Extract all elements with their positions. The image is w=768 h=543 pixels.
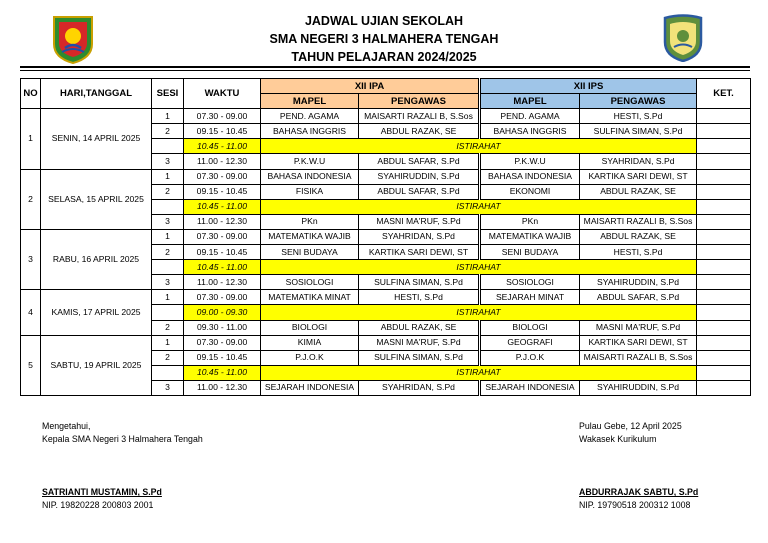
break-label: ISTIRAHAT bbox=[261, 305, 697, 320]
ips-subject: P.K.W.U bbox=[480, 154, 580, 169]
time-cell: 07.30 - 09.00 bbox=[184, 290, 261, 305]
ket-cell bbox=[697, 350, 751, 365]
col-header-sesi: SESI bbox=[152, 79, 184, 109]
signature-principal bbox=[42, 420, 203, 446]
break-time: 10.45 - 11.00 bbox=[184, 260, 261, 275]
time-cell: 11.00 - 12.30 bbox=[184, 154, 261, 169]
signature-left-name: SATRIANTI MUSTAMIN, S.Pd bbox=[42, 487, 162, 497]
col-header-ipa-mapel: MAPEL bbox=[261, 94, 359, 109]
ipa-subject: SEJARAH INDONESIA bbox=[261, 380, 359, 395]
sesi-cell: 2 bbox=[152, 124, 184, 139]
ket-cell bbox=[697, 365, 751, 380]
time-cell: 09.30 - 11.00 bbox=[184, 320, 261, 335]
ips-subject: MATEMATIKA WAJIB bbox=[480, 229, 580, 244]
sesi-cell: 3 bbox=[152, 380, 184, 395]
ket-cell bbox=[697, 229, 751, 244]
sesi-cell: 3 bbox=[152, 154, 184, 169]
ips-subject: SEJARAH INDONESIA bbox=[480, 380, 580, 395]
day-number: 5 bbox=[21, 335, 41, 395]
header-year: TAHUN PELAJARAN 2024/2025 bbox=[291, 50, 477, 64]
ipa-proctor: SULFINA SIMAN, S.Pd bbox=[359, 275, 480, 290]
ips-proctor: KARTIKA SARI DEWI, ST bbox=[580, 169, 697, 184]
ipa-subject: MATEMATIKA MINAT bbox=[261, 290, 359, 305]
ips-subject: BIOLOGI bbox=[480, 320, 580, 335]
ipa-proctor: SYAHRIDAN, S.Pd bbox=[359, 380, 480, 395]
ket-cell bbox=[697, 260, 751, 275]
header-title: JADWAL UJIAN SEKOLAH bbox=[304, 14, 464, 28]
time-cell: 07.30 - 09.00 bbox=[184, 169, 261, 184]
ket-cell bbox=[697, 169, 751, 184]
ipa-proctor: MASNI MA'RUF, S.Pd bbox=[359, 214, 480, 229]
ket-cell bbox=[697, 184, 751, 199]
col-header-ket: KET. bbox=[697, 79, 751, 109]
break-time: 10.45 - 11.00 bbox=[184, 139, 261, 154]
header-divider-thick bbox=[20, 66, 750, 68]
ipa-subject: PKn bbox=[261, 214, 359, 229]
sesi-cell: 3 bbox=[152, 275, 184, 290]
signature-right-nip: NIP. 19790518 200312 1008 bbox=[579, 500, 691, 510]
table-row bbox=[21, 169, 751, 184]
ips-subject: P.J.O.K bbox=[480, 350, 580, 365]
ips-subject: GEOGRAFI bbox=[480, 335, 580, 350]
ips-proctor: SYAHIRUDDIN, S.Pd bbox=[580, 275, 697, 290]
break-time: 10.45 - 11.00 bbox=[184, 365, 261, 380]
ipa-proctor: ABDUL RAZAK, SE bbox=[359, 124, 480, 139]
col-header-ipa: XII IPA bbox=[261, 79, 480, 94]
break-label: ISTIRAHAT bbox=[261, 365, 697, 380]
day-date: RABU, 16 APRIL 2025 bbox=[41, 229, 152, 289]
ket-cell bbox=[697, 290, 751, 305]
sesi-cell: 1 bbox=[152, 290, 184, 305]
ips-subject: BAHASA INDONESIA bbox=[480, 169, 580, 184]
signature-right-line1: Pulau Gebe, 12 April 2025 bbox=[579, 421, 682, 431]
sesi-cell: 3 bbox=[152, 214, 184, 229]
sesi-cell: 2 bbox=[152, 245, 184, 260]
signature-principal-name-block bbox=[42, 486, 162, 512]
ipa-subject: MATEMATIKA WAJIB bbox=[261, 229, 359, 244]
sesi-cell bbox=[152, 305, 184, 320]
time-cell: 11.00 - 12.30 bbox=[184, 214, 261, 229]
sesi-cell: 1 bbox=[152, 229, 184, 244]
ips-proctor: SYAHIRUDDIN, S.Pd bbox=[580, 380, 697, 395]
signature-left-line2: Kepala SMA Negeri 3 Halmahera Tengah bbox=[42, 434, 203, 444]
ipa-subject: SENI BUDAYA bbox=[261, 245, 359, 260]
sesi-cell: 1 bbox=[152, 109, 184, 124]
day-number: 1 bbox=[21, 109, 41, 169]
ket-cell bbox=[697, 139, 751, 154]
sesi-cell bbox=[152, 260, 184, 275]
ips-proctor: HESTI, S.Pd bbox=[580, 245, 697, 260]
ipa-subject: P.K.W.U bbox=[261, 154, 359, 169]
ipa-proctor: MASNI MA'RUF, S.Pd bbox=[359, 335, 480, 350]
ipa-subject: BAHASA INDONESIA bbox=[261, 169, 359, 184]
ips-subject: BAHASA INGGRIS bbox=[480, 124, 580, 139]
time-cell: 11.00 - 12.30 bbox=[184, 275, 261, 290]
ipa-subject: P.J.O.K bbox=[261, 350, 359, 365]
day-number: 2 bbox=[21, 169, 41, 229]
break-time: 09.00 - 09.30 bbox=[184, 305, 261, 320]
col-header-waktu: WAKTU bbox=[184, 79, 261, 109]
col-header-ips-mapel: MAPEL bbox=[480, 94, 580, 109]
ket-cell bbox=[697, 320, 751, 335]
table-row bbox=[21, 335, 751, 350]
ipa-proctor: ABDUL SAFAR, S.Pd bbox=[359, 154, 480, 169]
sesi-cell bbox=[152, 199, 184, 214]
sesi-cell bbox=[152, 139, 184, 154]
ipa-proctor: HESTI, S.Pd bbox=[359, 290, 480, 305]
ket-cell bbox=[697, 154, 751, 169]
break-label: ISTIRAHAT bbox=[261, 199, 697, 214]
ket-cell bbox=[697, 380, 751, 395]
ket-cell bbox=[697, 199, 751, 214]
ips-proctor: SULFINA SIMAN, S.Pd bbox=[580, 124, 697, 139]
day-date: SABTU, 19 APRIL 2025 bbox=[41, 335, 152, 395]
sesi-cell: 1 bbox=[152, 169, 184, 184]
ipa-subject: BAHASA INGGRIS bbox=[261, 124, 359, 139]
day-date: KAMIS, 17 APRIL 2025 bbox=[41, 290, 152, 335]
sesi-cell bbox=[152, 365, 184, 380]
ket-cell bbox=[697, 109, 751, 124]
col-header-ips: XII IPS bbox=[480, 79, 697, 94]
header-school: SMA NEGERI 3 HALMAHERA TENGAH bbox=[269, 32, 499, 46]
ipa-subject: BIOLOGI bbox=[261, 320, 359, 335]
ips-subject: SEJARAH MINAT bbox=[480, 290, 580, 305]
time-cell: 07.30 - 09.00 bbox=[184, 335, 261, 350]
ket-cell bbox=[697, 305, 751, 320]
ips-subject: SOSIOLOGI bbox=[480, 275, 580, 290]
ips-subject: EKONOMI bbox=[480, 184, 580, 199]
ipa-proctor: SULFINA SIMAN, S.Pd bbox=[359, 350, 480, 365]
exam-schedule-table bbox=[20, 78, 751, 396]
ipa-subject: KIMIA bbox=[261, 335, 359, 350]
time-cell: 07.30 - 09.00 bbox=[184, 229, 261, 244]
ipa-subject: PEND. AGAMA bbox=[261, 109, 359, 124]
day-number: 4 bbox=[21, 290, 41, 335]
col-header-day: HARI,TANGGAL bbox=[41, 79, 152, 109]
ipa-subject: SOSIOLOGI bbox=[261, 275, 359, 290]
sesi-cell: 2 bbox=[152, 350, 184, 365]
col-header-ips-pengawas: PENGAWAS bbox=[580, 94, 697, 109]
ips-proctor: MAISARTI RAZALI B, S.Sos bbox=[580, 214, 697, 229]
table-row bbox=[21, 109, 751, 124]
ips-proctor: ABDUL RAZAK, SE bbox=[580, 184, 697, 199]
ips-proctor: MAISARTI RAZALI B, S.Sos bbox=[580, 350, 697, 365]
ipa-proctor: ABDUL SAFAR, S.Pd bbox=[359, 184, 480, 199]
time-cell: 09.15 - 10.45 bbox=[184, 245, 261, 260]
signature-right-name: ABDURRAJAK SABTU, S.Pd bbox=[579, 487, 699, 497]
ket-cell bbox=[697, 124, 751, 139]
time-cell: 07.30 - 09.00 bbox=[184, 109, 261, 124]
header-divider-thin bbox=[20, 70, 750, 71]
signature-left-nip: NIP. 19820228 200803 2001 bbox=[42, 500, 154, 510]
ips-proctor: MASNI MA'RUF, S.Pd bbox=[580, 320, 697, 335]
col-header-ipa-pengawas: PENGAWAS bbox=[359, 94, 480, 109]
ket-cell bbox=[697, 245, 751, 260]
document-header bbox=[0, 12, 768, 66]
ipa-proctor: ABDUL RAZAK, SE bbox=[359, 320, 480, 335]
ket-cell bbox=[697, 214, 751, 229]
sesi-cell: 2 bbox=[152, 320, 184, 335]
ips-subject: PEND. AGAMA bbox=[480, 109, 580, 124]
signature-curriculum bbox=[579, 420, 682, 446]
signature-right-line2: Wakasek Kurikulum bbox=[579, 434, 657, 444]
signature-left-line1: Mengetahui, bbox=[42, 421, 91, 431]
sesi-cell: 2 bbox=[152, 184, 184, 199]
break-label: ISTIRAHAT bbox=[261, 139, 697, 154]
time-cell: 11.00 - 12.30 bbox=[184, 380, 261, 395]
sesi-cell: 1 bbox=[152, 335, 184, 350]
time-cell: 09.15 - 10.45 bbox=[184, 350, 261, 365]
col-header-no: NO bbox=[21, 79, 41, 109]
ips-proctor: SYAHRIDAN, S.Pd bbox=[580, 154, 697, 169]
ips-subject: SENI BUDAYA bbox=[480, 245, 580, 260]
ips-proctor: ABDUL SAFAR, S.Pd bbox=[580, 290, 697, 305]
ipa-proctor: SYAHIRUDDIN, S.Pd bbox=[359, 169, 480, 184]
day-date: SENIN, 14 APRIL 2025 bbox=[41, 109, 152, 169]
time-cell: 09.15 - 10.45 bbox=[184, 124, 261, 139]
ket-cell bbox=[697, 335, 751, 350]
ips-proctor: KARTIKA SARI DEWI, ST bbox=[580, 335, 697, 350]
break-label: ISTIRAHAT bbox=[261, 260, 697, 275]
ipa-proctor: KARTIKA SARI DEWI, ST bbox=[359, 245, 480, 260]
ips-proctor: ABDUL RAZAK, SE bbox=[580, 229, 697, 244]
time-cell: 09.15 - 10.45 bbox=[184, 184, 261, 199]
break-time: 10.45 - 11.00 bbox=[184, 199, 261, 214]
day-date: SELASA, 15 APRIL 2025 bbox=[41, 169, 152, 229]
ips-proctor: HESTI, S.Pd bbox=[580, 109, 697, 124]
schedule-body bbox=[21, 109, 751, 396]
signature-curriculum-name-block bbox=[579, 486, 698, 512]
ipa-proctor: SYAHRIDAN, S.Pd bbox=[359, 229, 480, 244]
table-row bbox=[21, 290, 751, 305]
ipa-subject: FISIKA bbox=[261, 184, 359, 199]
ket-cell bbox=[697, 275, 751, 290]
ips-subject: PKn bbox=[480, 214, 580, 229]
day-number: 3 bbox=[21, 229, 41, 289]
table-row bbox=[21, 229, 751, 244]
ipa-proctor: MAISARTI RAZALI B, S.Sos bbox=[359, 109, 480, 124]
